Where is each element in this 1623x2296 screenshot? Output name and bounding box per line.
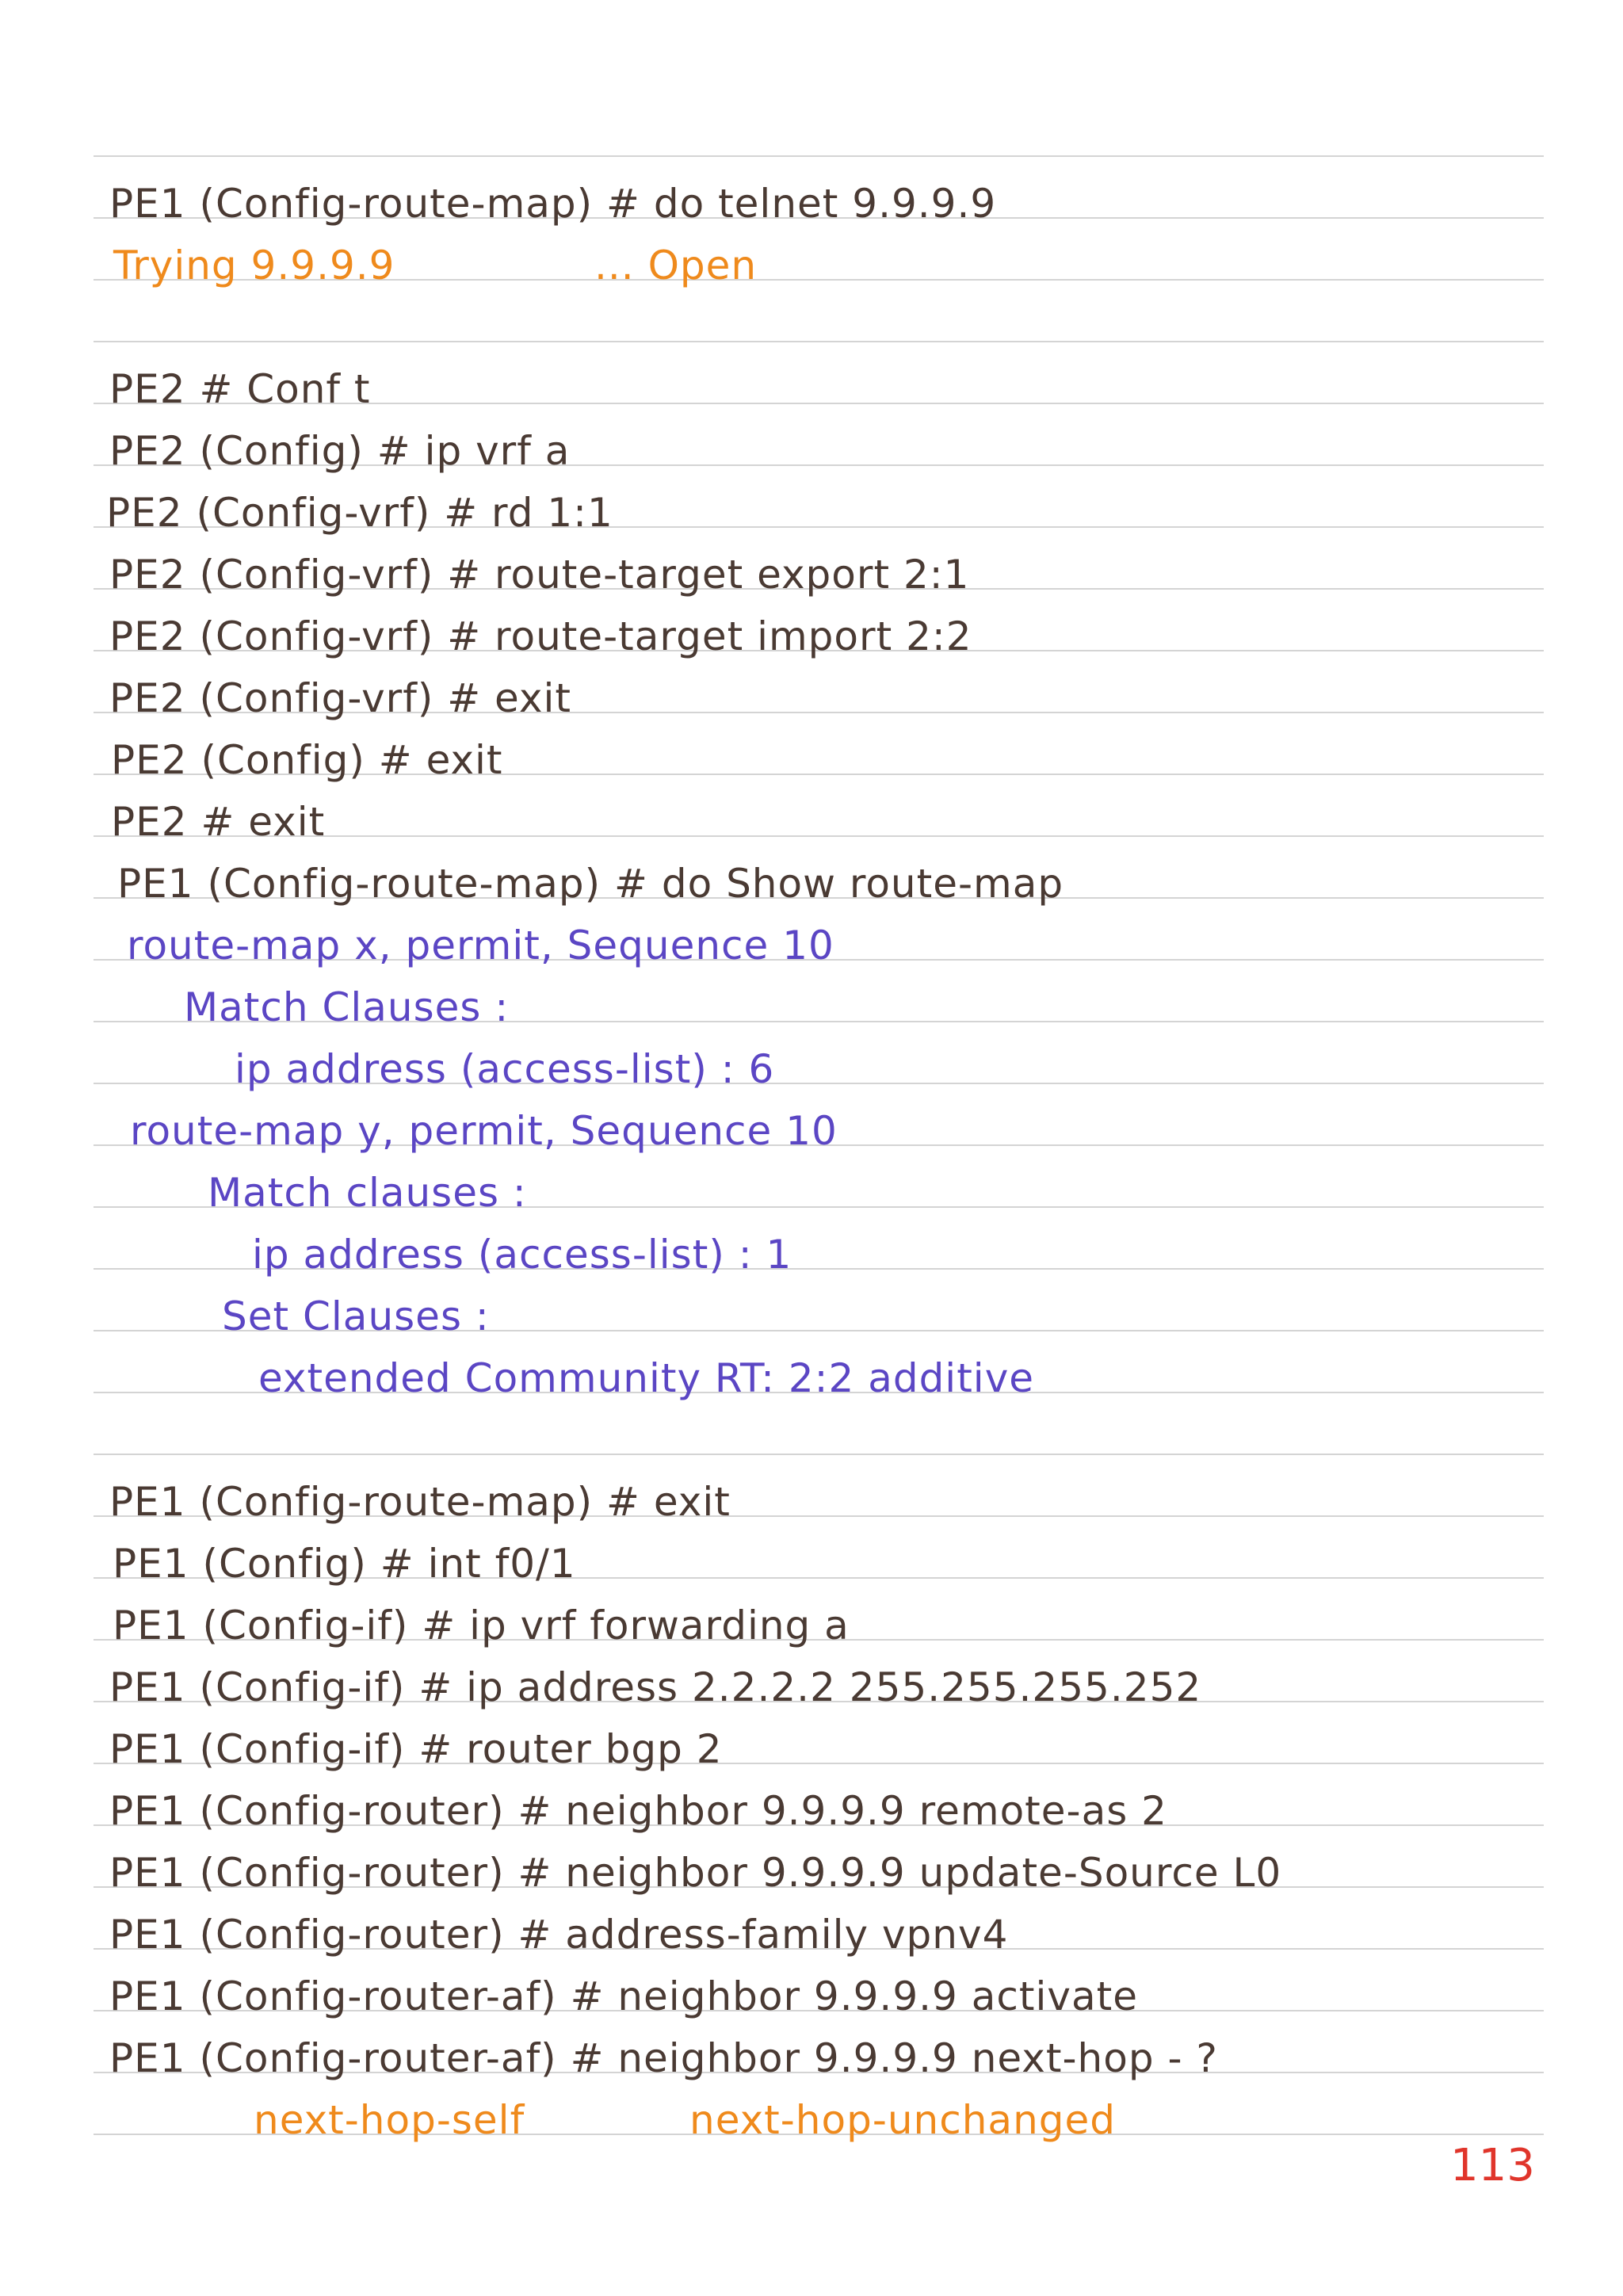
cli-output-line: ip address (access-list) : 1: [252, 1232, 792, 1278]
ruled-line: [94, 155, 1544, 157]
cli-output-line: Trying 9.9.9.9: [113, 243, 395, 288]
cli-command-line: PE1 (Config-route-map) # do Show route-map: [117, 861, 1064, 907]
cli-command-line: PE1 (Config-router) # neighbor 9.9.9.9 update-Source L0: [109, 1850, 1282, 1896]
cli-command-line: PE1 (Config-router-af) # neighbor 9.9.9.9 next-hop - ?: [109, 2035, 1218, 2081]
cli-command-line: PE1 (Config) # int f0/1: [113, 1541, 576, 1587]
cli-output-line: ... Open: [594, 243, 758, 288]
page-number: 113: [1450, 2140, 1535, 2191]
cli-command-line: PE1 (Config-router-af) # neighbor 9.9.9.9 activate: [109, 1973, 1138, 2019]
cli-command-line: PE2 # Conf t: [109, 366, 371, 412]
cli-command-line: PE1 (Config-if) # ip vrf forwarding a: [113, 1603, 850, 1648]
cli-command-line: PE1 (Config-route-map) # exit: [109, 1479, 731, 1525]
cli-command-line: PE2 (Config) # ip vrf a: [109, 428, 571, 474]
cli-output-line: route-map y, permit, Sequence 10: [130, 1108, 838, 1154]
cli-output-line: route-map x, permit, Sequence 10: [127, 923, 834, 968]
cli-output-line: ip address (access-list) : 6: [235, 1046, 775, 1092]
cli-command-line: PE2 (Config-vrf) # rd 1:1: [106, 490, 613, 536]
cli-command-line: PE1 (Config-if) # ip address 2.2.2.2 255.255.255.252: [109, 1664, 1202, 1710]
cli-option-next-hop-unchanged: next-hop-unchanged: [689, 2097, 1116, 2143]
cli-output-line: Set Clauses :: [222, 1293, 490, 1339]
cli-command-line: PE2 (Config-vrf) # route-target import 2:2: [109, 613, 972, 659]
cli-command-line: PE2 (Config) # exit: [111, 737, 503, 783]
ruled-line: [94, 1454, 1544, 1455]
cli-option-next-hop-self: next-hop-self: [254, 2097, 525, 2143]
cli-command-line: PE2 (Config-vrf) # route-target export 2:1: [109, 552, 970, 598]
ruled-line: [94, 341, 1544, 342]
cli-command-line: PE1 (Config-if) # router bgp 2: [109, 1726, 723, 1772]
cli-output-line: extended Community RT: 2:2 additive: [258, 1355, 1035, 1401]
cli-output-line: Match clauses :: [208, 1170, 527, 1216]
cli-command-line: PE2 # exit: [111, 799, 326, 845]
cli-command-line: PE2 (Config-vrf) # exit: [109, 675, 571, 721]
cli-command-line: PE1 (Config-route-map) # do telnet 9.9.9.9: [109, 181, 997, 227]
cli-command-line: PE1 (Config-router) # neighbor 9.9.9.9 remote-as 2: [109, 1788, 1167, 1834]
cli-output-line: Match Clauses :: [184, 984, 510, 1030]
cli-command-line: PE1 (Config-router) # address-family vpnv4: [109, 1912, 1009, 1958]
